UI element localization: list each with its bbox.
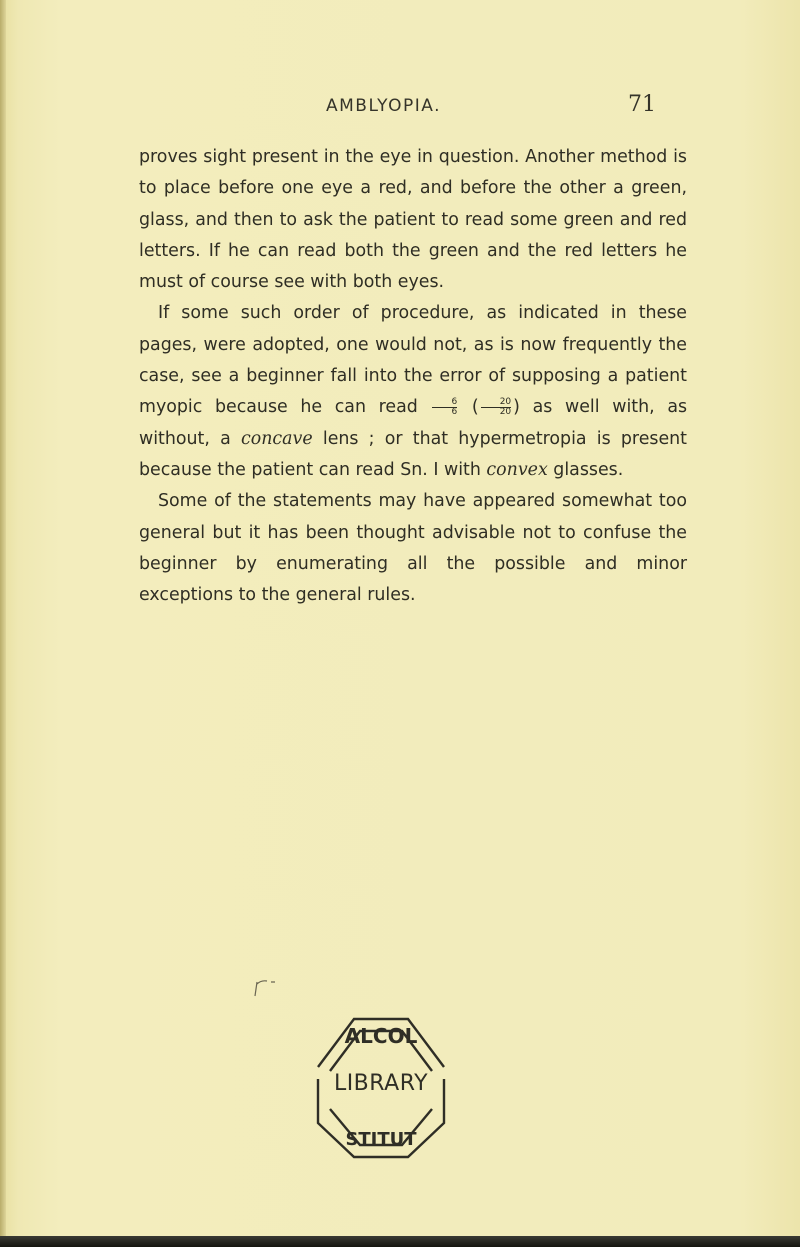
- body-text: [139, 142, 687, 611]
- library-stamp: [296, 1005, 466, 1165]
- paragraph-2-part2: as well with, as without, a: [139, 397, 688, 449]
- paragraph-2-part3: lens ; or that hypermetropia is present because the patient can read Sn. I with: [139, 428, 687, 480]
- paragraph-2: [139, 298, 687, 486]
- paragraph-2-part1: If some such order of procedure, as indicated in these pages, were adopted, one would not, as is now frequently the case, see a beginner fall into the error of supposing a patient myopic because he can read: [139, 303, 687, 418]
- italic-convex: convex: [486, 459, 548, 480]
- stamp-library-label: LIBRARY: [333, 1071, 429, 1096]
- pencil-mark: [253, 978, 293, 998]
- running-title: AMBLYOPIA.: [326, 96, 442, 116]
- fraction-six-sixths: $\frac{6}{6}$: [432, 398, 457, 417]
- paragraph-1: proves sight present in the eye in question. Another method is to place before one eye a red, and before the other a green, glass, and then to ask the patient to read some green and red letters. If he can read both the green and the red letters he must of course see with both eyes.: [139, 147, 687, 293]
- page-header: [0, 92, 800, 126]
- svg-text:ALCOL: ALCOL: [344, 1024, 418, 1048]
- italic-concave: concave: [241, 428, 313, 449]
- paragraph-2-part4: glasses.: [553, 459, 624, 480]
- svg-text:STITUT: STITUT: [345, 1129, 417, 1150]
- fraction-twenty-twentieths: $\frac{20}{20}$: [481, 398, 511, 417]
- page-bottom-edge: [0, 1236, 800, 1247]
- paren-close: ): [513, 397, 520, 418]
- page-gutter-edge: [0, 0, 6, 1247]
- paren-open: (: [471, 397, 479, 418]
- paragraph-3: Some of the statements may have appeared somewhat too general but it has been thought advisable not to confuse the beginner by enumerating all the possible and minor exceptions to the general rules.: [139, 491, 687, 606]
- page-number: 71: [628, 92, 656, 117]
